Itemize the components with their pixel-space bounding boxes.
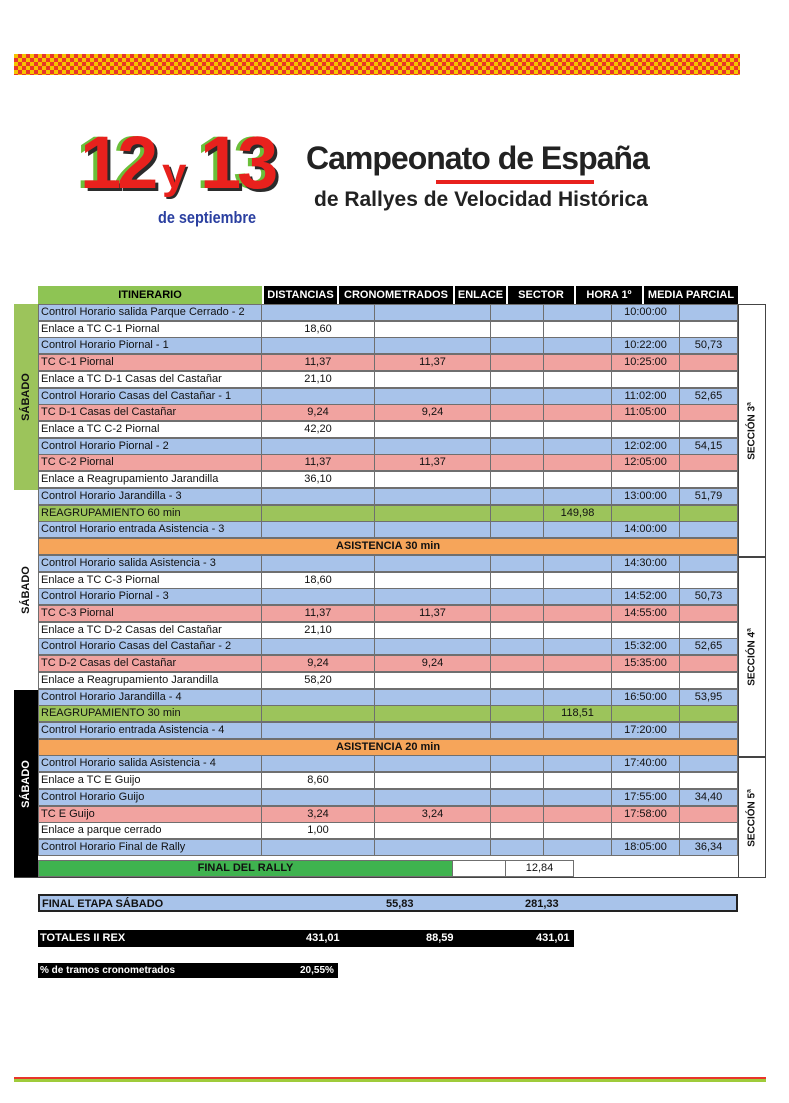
table-row [38, 789, 738, 806]
table-row [38, 488, 738, 505]
final-rally-sector: 12,84 [506, 860, 574, 877]
cell-sector [544, 555, 612, 572]
cell-dist: 9,24 [262, 655, 375, 672]
cell-sector [544, 454, 612, 471]
table-row [38, 588, 738, 605]
cell-itinerario: Enlace a TC C-1 Piornal [38, 321, 262, 338]
cell-crono [375, 789, 491, 806]
cell-itinerario: Control Horario Final de Rally [38, 839, 262, 856]
assistance-banner: ASISTENCIA 30 min [38, 538, 738, 555]
table-row [38, 722, 738, 739]
cell-crono [375, 755, 491, 772]
porcentaje-value: 20,55% [300, 965, 334, 976]
cell-media [680, 354, 738, 371]
table-row [38, 337, 738, 354]
cell-dist: 58,20 [262, 672, 375, 689]
cell-sector [544, 839, 612, 856]
cell-sector [544, 388, 612, 405]
day-label-1: SÁBADO [20, 373, 32, 421]
cell-media [680, 622, 738, 639]
cell-itinerario: Control Horario Piornal - 1 [38, 337, 262, 354]
cell-itinerario: TC D-1 Casas del Castañar [38, 404, 262, 421]
cell-dist: 36,10 [262, 471, 375, 488]
cell-enlace [491, 404, 544, 421]
table-row [38, 304, 738, 321]
section-4 [738, 557, 766, 757]
cell-hora [612, 705, 680, 722]
cell-hora [612, 371, 680, 388]
cell-sector: 118,51 [544, 705, 612, 722]
cell-hora [612, 822, 680, 839]
cell-sector [544, 404, 612, 421]
cell-itinerario: Enlace a Reagrupamiento Jarandilla [38, 672, 262, 689]
date-number-12: 12 [80, 121, 155, 204]
table-row [38, 822, 738, 839]
cell-media [680, 755, 738, 772]
section-5 [738, 757, 766, 878]
cell-sector [544, 588, 612, 605]
cell-media: 54,15 [680, 438, 738, 455]
cell-media [680, 421, 738, 438]
col-header-itinerario: ITINERARIO [38, 286, 262, 304]
cell-enlace [491, 388, 544, 405]
cell-hora: 10:00:00 [612, 304, 680, 321]
cell-itinerario: Control Horario salida Asistencia - 3 [38, 555, 262, 572]
cell-itinerario: Enlace a TC D-2 Casas del Castañar [38, 622, 262, 639]
cell-media [680, 672, 738, 689]
cell-media: 53,95 [680, 689, 738, 706]
cell-dist [262, 438, 375, 455]
table-row [38, 672, 738, 689]
cell-itinerario: Control Horario Casas del Castañar - 1 [38, 388, 262, 405]
cell-media: 50,73 [680, 337, 738, 354]
title-underline [436, 180, 594, 184]
cell-crono [375, 572, 491, 589]
cell-dist: 21,10 [262, 371, 375, 388]
cell-media: 34,40 [680, 789, 738, 806]
cell-itinerario: REAGRUPAMIENTO 30 min [38, 705, 262, 722]
totales-sector: 431,01 [536, 932, 570, 944]
cell-crono [375, 438, 491, 455]
cell-crono [375, 689, 491, 706]
cell-dist [262, 755, 375, 772]
cell-enlace [491, 638, 544, 655]
cell-hora: 15:35:00 [612, 655, 680, 672]
cell-dist [262, 839, 375, 856]
cell-enlace [491, 588, 544, 605]
cell-crono [375, 555, 491, 572]
cell-media [680, 454, 738, 471]
cell-sector [544, 672, 612, 689]
cell-hora: 13:00:00 [612, 488, 680, 505]
cell-sector [544, 371, 612, 388]
cell-crono [375, 705, 491, 722]
day-label-3: SÁBADO [20, 759, 32, 808]
cell-enlace [491, 822, 544, 839]
day-band-3 [14, 690, 38, 877]
cell-itinerario: Control Horario Piornal - 2 [38, 438, 262, 455]
cell-enlace [491, 672, 544, 689]
cell-crono [375, 822, 491, 839]
table-row [38, 421, 738, 438]
cell-itinerario: TC E Guijo [38, 806, 262, 823]
cell-crono: 11,37 [375, 605, 491, 622]
cell-enlace [491, 722, 544, 739]
cell-hora [612, 505, 680, 522]
cell-dist: 11,37 [262, 454, 375, 471]
cell-crono [375, 488, 491, 505]
assistance-banner: ASISTENCIA 20 min [38, 739, 738, 756]
cell-dist [262, 705, 375, 722]
final-rally-row: FINAL DEL RALLY [38, 860, 453, 877]
final-rally-enlace [453, 860, 506, 877]
cell-media [680, 321, 738, 338]
cell-crono [375, 337, 491, 354]
cell-dist: 11,37 [262, 605, 375, 622]
cell-hora: 11:05:00 [612, 404, 680, 421]
cell-media [680, 471, 738, 488]
table-row [38, 689, 738, 706]
cell-hora: 17:55:00 [612, 789, 680, 806]
cell-itinerario: Enlace a TC D-1 Casas del Castañar [38, 371, 262, 388]
cell-sector [544, 354, 612, 371]
cell-dist: 11,37 [262, 354, 375, 371]
checkered-band-top [14, 54, 740, 75]
cell-itinerario: Control Horario Jarandilla - 4 [38, 689, 262, 706]
cell-crono [375, 588, 491, 605]
cell-sector [544, 421, 612, 438]
table-row [38, 454, 738, 471]
cell-hora [612, 471, 680, 488]
cell-hora: 14:52:00 [612, 588, 680, 605]
cell-dist [262, 689, 375, 706]
cell-itinerario: Control Horario Jarandilla - 3 [38, 488, 262, 505]
page-title: Campeonato de España [306, 140, 649, 176]
cell-sector [544, 605, 612, 622]
table-row [38, 572, 738, 589]
cell-hora [612, 421, 680, 438]
cell-dist [262, 722, 375, 739]
totales-dist: 431,01 [306, 932, 340, 944]
cell-dist [262, 337, 375, 354]
cell-media: 52,65 [680, 638, 738, 655]
cell-sector [544, 321, 612, 338]
cell-enlace [491, 755, 544, 772]
cell-itinerario: Enlace a TC E Guijo [38, 772, 262, 789]
cell-enlace [491, 806, 544, 823]
section-3 [738, 304, 766, 557]
cell-sector [544, 772, 612, 789]
cell-media [680, 304, 738, 321]
totales-crono: 88,59 [426, 932, 454, 944]
table-row [38, 404, 738, 421]
cell-hora [612, 672, 680, 689]
cell-enlace [491, 655, 544, 672]
cell-hora [612, 622, 680, 639]
day-label-2: SÁBADO [20, 566, 32, 614]
table-row [38, 622, 738, 639]
cell-itinerario: TC C-3 Piornal [38, 605, 262, 622]
col-header-distancias: DISTANCIAS [264, 286, 337, 304]
cell-enlace [491, 438, 544, 455]
cell-hora: 15:32:00 [612, 638, 680, 655]
cell-crono: 11,37 [375, 454, 491, 471]
cell-crono [375, 505, 491, 522]
cell-enlace [491, 371, 544, 388]
cell-crono [375, 421, 491, 438]
table-row [38, 755, 738, 772]
col-header-hora: HORA 1º [576, 286, 642, 304]
cell-hora: 14:30:00 [612, 555, 680, 572]
cell-enlace [491, 488, 544, 505]
cell-hora [612, 572, 680, 589]
cell-itinerario: TC C-1 Piornal [38, 354, 262, 371]
cell-enlace [491, 689, 544, 706]
cell-enlace [491, 321, 544, 338]
col-header-cronometrados: CRONOMETRADOS [339, 286, 453, 304]
cell-media [680, 605, 738, 622]
table-row [38, 772, 738, 789]
section-5-label: SECCIÓN 5ª [746, 788, 758, 847]
cell-itinerario: Control Horario salida Asistencia - 4 [38, 755, 262, 772]
cell-itinerario: Control Horario Guijo [38, 789, 262, 806]
cell-media [680, 404, 738, 421]
cell-itinerario: Control Horario Piornal - 3 [38, 588, 262, 605]
cell-crono [375, 622, 491, 639]
cell-crono [375, 839, 491, 856]
cell-sector [544, 638, 612, 655]
final-etapa-crono: 55,83 [386, 898, 414, 910]
cell-media [680, 705, 738, 722]
cell-media [680, 555, 738, 572]
cell-dist [262, 588, 375, 605]
date-conjunction: y [162, 149, 187, 198]
table-row [38, 471, 738, 488]
cell-crono: 9,24 [375, 404, 491, 421]
cell-sector [544, 755, 612, 772]
cell-enlace [491, 705, 544, 722]
cell-sector [544, 655, 612, 672]
cell-media [680, 371, 738, 388]
cell-dist: 8,60 [262, 772, 375, 789]
cell-media [680, 806, 738, 823]
cell-sector [544, 572, 612, 589]
cell-hora [612, 772, 680, 789]
cell-crono [375, 304, 491, 321]
cell-hora: 18:05:00 [612, 839, 680, 856]
cell-hora: 12:05:00 [612, 454, 680, 471]
cell-sector [544, 471, 612, 488]
cell-media: 51,79 [680, 488, 738, 505]
cell-enlace [491, 354, 544, 371]
cell-itinerario: Control Horario Casas del Castañar - 2 [38, 638, 262, 655]
cell-itinerario: REAGRUPAMIENTO 60 min [38, 505, 262, 522]
day-band-1 [14, 304, 38, 490]
cell-hora: 10:25:00 [612, 354, 680, 371]
totales-label: TOTALES II REX [40, 932, 126, 944]
table-row [38, 438, 738, 455]
cell-sector [544, 304, 612, 321]
date-logo [58, 122, 278, 232]
cell-itinerario: Enlace a Reagrupamiento Jarandilla [38, 471, 262, 488]
cell-hora: 12:02:00 [612, 438, 680, 455]
cell-hora: 14:00:00 [612, 521, 680, 538]
cell-dist [262, 555, 375, 572]
cell-enlace [491, 471, 544, 488]
cell-itinerario: Enlace a parque cerrado [38, 822, 262, 839]
section-3-label: SECCIÓN 3ª [746, 401, 758, 460]
table-row [38, 555, 738, 572]
cell-crono: 9,24 [375, 655, 491, 672]
cell-crono [375, 471, 491, 488]
table-row [38, 605, 738, 622]
cell-dist: 18,60 [262, 321, 375, 338]
cell-hora: 11:02:00 [612, 388, 680, 405]
section-4-label: SECCIÓN 4ª [746, 628, 758, 686]
cell-dist: 42,20 [262, 421, 375, 438]
final-etapa-sector: 281,33 [525, 898, 559, 910]
table-row [38, 521, 738, 538]
cell-media [680, 722, 738, 739]
table-row [38, 655, 738, 672]
cell-dist: 18,60 [262, 572, 375, 589]
cell-dist [262, 638, 375, 655]
cell-enlace [491, 572, 544, 589]
cell-crono: 3,24 [375, 806, 491, 823]
cell-enlace [491, 454, 544, 471]
cell-dist [262, 304, 375, 321]
cell-itinerario: TC D-2 Casas del Castañar [38, 655, 262, 672]
cell-crono [375, 772, 491, 789]
table-row [38, 839, 738, 856]
cell-dist [262, 521, 375, 538]
cell-media [680, 772, 738, 789]
cell-dist: 21,10 [262, 622, 375, 639]
cell-enlace [491, 839, 544, 856]
cell-itinerario: Control Horario entrada Asistencia - 4 [38, 722, 262, 739]
cell-crono: 11,37 [375, 354, 491, 371]
cell-media: 52,65 [680, 388, 738, 405]
col-header-media: MEDIA PARCIAL [644, 286, 738, 304]
cell-dist [262, 488, 375, 505]
bottom-stripe [14, 1077, 766, 1082]
cell-crono [375, 321, 491, 338]
date-month: de septiembre [158, 208, 256, 227]
cell-enlace [491, 622, 544, 639]
cell-itinerario: Enlace a TC C-2 Piornal [38, 421, 262, 438]
day-band-2 [14, 490, 38, 690]
porcentaje-label: % de tramos cronometrados [40, 965, 176, 976]
cell-media [680, 572, 738, 589]
cell-media: 50,73 [680, 588, 738, 605]
table-row [38, 705, 738, 722]
cell-sector [544, 521, 612, 538]
cell-crono [375, 638, 491, 655]
cell-dist [262, 505, 375, 522]
cell-dist: 1,00 [262, 822, 375, 839]
cell-sector: 149,98 [544, 505, 612, 522]
cell-crono [375, 672, 491, 689]
cell-sector [544, 689, 612, 706]
cell-dist: 3,24 [262, 806, 375, 823]
cell-crono [375, 388, 491, 405]
cell-hora: 17:40:00 [612, 755, 680, 772]
cell-enlace [491, 521, 544, 538]
cell-sector [544, 722, 612, 739]
table-row [38, 321, 738, 338]
cell-dist: 9,24 [262, 404, 375, 421]
cell-dist [262, 789, 375, 806]
cell-hora [612, 321, 680, 338]
cell-crono [375, 371, 491, 388]
cell-itinerario: Control Horario entrada Asistencia - 3 [38, 521, 262, 538]
cell-enlace [491, 505, 544, 522]
cell-sector [544, 622, 612, 639]
cell-media [680, 655, 738, 672]
cell-media [680, 822, 738, 839]
cell-crono [375, 521, 491, 538]
date-number-13: 13 [200, 121, 275, 204]
cell-enlace [491, 789, 544, 806]
porcentaje-row [38, 963, 338, 978]
table-row [38, 505, 738, 522]
table-row [38, 806, 738, 823]
cell-enlace [491, 421, 544, 438]
cell-itinerario: TC C-2 Piornal [38, 454, 262, 471]
table-row [38, 371, 738, 388]
final-etapa-label: FINAL ETAPA SÁBADO [42, 898, 164, 910]
cell-sector [544, 806, 612, 823]
col-header-sector: SECTOR [508, 286, 574, 304]
table-row [38, 638, 738, 655]
cell-sector [544, 789, 612, 806]
cell-dist [262, 388, 375, 405]
cell-sector [544, 822, 612, 839]
cell-enlace [491, 304, 544, 321]
cell-hora: 14:55:00 [612, 605, 680, 622]
totales-row [38, 930, 574, 947]
cell-itinerario: Control Horario salida Parque Cerrado - 2 [38, 304, 262, 321]
cell-media: 36,34 [680, 839, 738, 856]
cell-crono [375, 722, 491, 739]
cell-hora: 10:22:00 [612, 337, 680, 354]
cell-hora: 17:58:00 [612, 806, 680, 823]
col-header-enlace: ENLACE [455, 286, 506, 304]
cell-itinerario: Enlace a TC C-3 Piornal [38, 572, 262, 589]
cell-hora: 17:20:00 [612, 722, 680, 739]
cell-enlace [491, 772, 544, 789]
table-row [38, 354, 738, 371]
cell-hora: 16:50:00 [612, 689, 680, 706]
cell-sector [544, 488, 612, 505]
cell-media [680, 505, 738, 522]
table-row [38, 388, 738, 405]
cell-sector [544, 337, 612, 354]
cell-media [680, 521, 738, 538]
cell-enlace [491, 337, 544, 354]
cell-sector [544, 438, 612, 455]
final-etapa-row [38, 894, 738, 912]
cell-enlace [491, 605, 544, 622]
page-subtitle: de Rallyes de Velocidad Histórica [314, 188, 648, 211]
cell-enlace [491, 555, 544, 572]
